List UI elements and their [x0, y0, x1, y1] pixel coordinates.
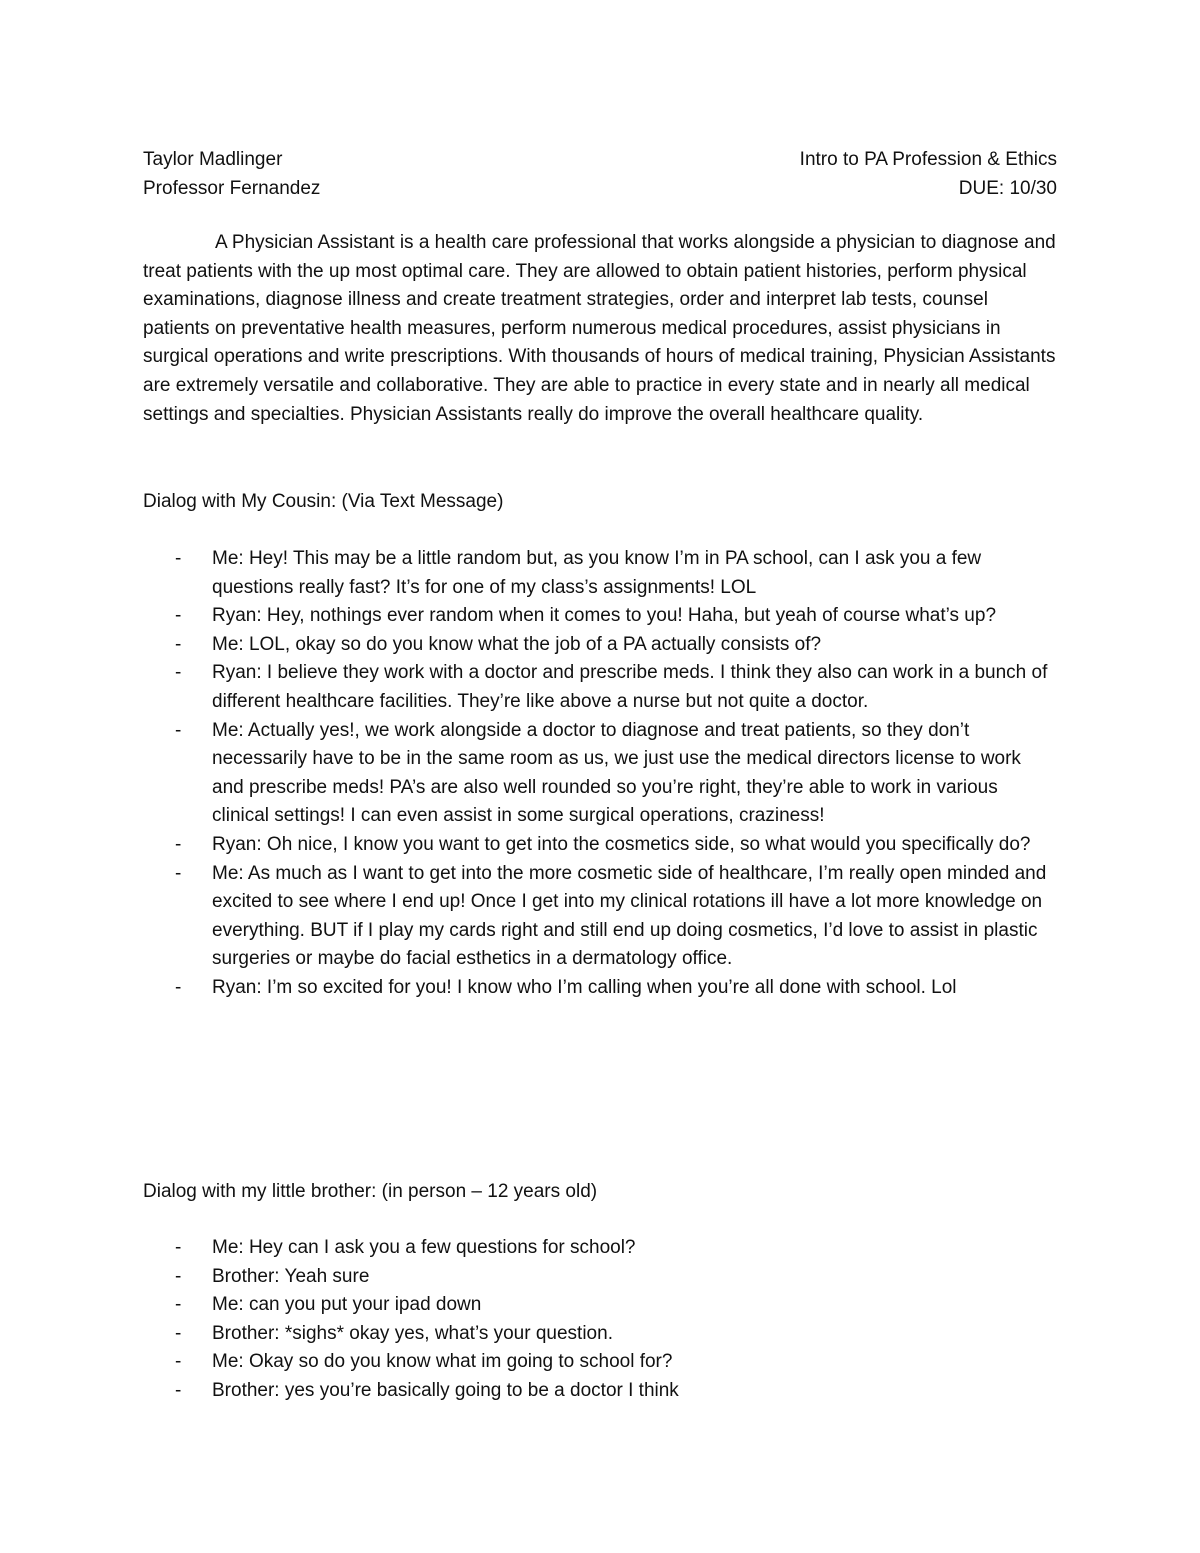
dialog-line-text: Me: As much as I want to get into the more cosmetic side of healthcare, I’m really open minded and excited to see where I end up! Once I get into my clinical rotations ill have a lot more knowledge on everything. BUT if I play my cards right and still end up doing cosmetics, I’d love to assist in plastic surgeries or maybe do facial esthetics in a dermatology office.: [212, 862, 1047, 970]
dialog-brother-list: [143, 1234, 1057, 1406]
dialog-line: [143, 717, 1057, 831]
dialog-line-text: Me: Actually yes!, we work alongside a doctor to diagnose and treat patients, so they don’t necessarily have to be in the same room as us, we just use the medical directors license to work and prescribe meds! PA’s are also well rounded so you’re right, they’re able to work in various clinical settings! I can even assist in some surgical operations, craziness!: [212, 719, 1021, 827]
dialog-line-text: Brother: *sighs* okay yes, what’s your question.: [212, 1322, 613, 1344]
dialog-line: [143, 602, 1057, 631]
bullet-dash: -: [175, 1294, 182, 1316]
bullet-dash: -: [175, 1237, 182, 1258]
dialog-line: [143, 1348, 1057, 1377]
header-row-2: [143, 174, 1057, 203]
header-row-1: [143, 145, 1057, 174]
dialog-line-text: Ryan: Hey, nothings ever random when it comes to you! Haha, but yeah of course what’s up?: [212, 605, 997, 627]
bullet-dash: -: [175, 719, 182, 741]
dialog-line: [143, 1263, 1057, 1292]
dialog-brother-heading: Dialog with my little brother: (in person – 12 years old): [143, 1181, 598, 1202]
dialog-line: [143, 1377, 1057, 1406]
professor-name: Professor Fernandez: [143, 178, 321, 199]
dialog-line: [143, 831, 1057, 860]
bullet-dash: -: [175, 605, 182, 627]
bullet-dash: -: [175, 833, 182, 855]
intro-paragraph: [143, 229, 1057, 429]
bullet-dash: -: [175, 1379, 182, 1401]
dialog-line: [143, 631, 1057, 660]
dialog-line-text: Me: Okay so do you know what im going to school for?: [212, 1351, 673, 1373]
dialog-line-text: Me: Hey! This may be a little random but, as you know I’m in PA school, can I ask you a few questions really fast? It’s for one of my class’s assignments! LOL: [212, 548, 982, 598]
bullet-dash: -: [175, 976, 182, 998]
dialog-line: [143, 1234, 1057, 1263]
bullet-dash: -: [175, 1322, 182, 1344]
due-date: DUE: 10/30: [958, 178, 1057, 199]
bullet-dash: -: [175, 662, 182, 684]
dialog-line-text: Brother: yes you’re basically going to be a doctor I think: [212, 1379, 679, 1401]
dialog-line: [143, 1291, 1057, 1320]
dialog-line: [143, 659, 1057, 716]
student-name: Taylor Madlinger: [143, 149, 283, 170]
dialog-line: [143, 1320, 1057, 1349]
course-name: Intro to PA Profession & Ethics: [799, 149, 1057, 170]
bullet-dash: -: [175, 633, 182, 655]
dialog-line: [143, 974, 1057, 1003]
dialog-line-text: Me: can you put your ipad down: [212, 1294, 482, 1316]
dialog-line-text: Brother: Yeah sure: [212, 1265, 370, 1287]
bullet-dash: -: [175, 862, 182, 884]
dialog-line: [143, 545, 1057, 602]
intro-paragraph-text: A Physician Assistant is a health care professional that works alongside a physician to diagnose and treat patients with the up most optimal care. They are allowed to obtain patient histories, perform physical examinations, diagnose illness and create treatment strategies, order and interpret lab tests, counsel patients on preventative health measures, perform numerous medical procedures, assist physicians in surgical operations and write prescriptions. With thousands of hours of medical training, Physician Assistants are extremely versatile and collaborative. They are able to practice in every state and in nearly all medical settings and specialties. Physician Assistants really do improve the overall healthcare quality.: [143, 232, 1056, 425]
dialog-line-text: Me: LOL, okay so do you know what the job of a PA actually consists of?: [212, 633, 822, 655]
dialog-line-text: Ryan: Oh nice, I know you want to get into the cosmetics side, so what would you specifically do?: [212, 833, 1031, 855]
dialog-line-text: Ryan: I believe they work with a doctor and prescribe meds. I think they also can work in a bunch of different healthcare facilities. They’re like above a nurse but not quite a doctor.: [212, 662, 1048, 712]
bullet-dash: -: [175, 548, 182, 569]
document-header: [143, 145, 1057, 203]
dialog-line-text: Me: Hey can I ask you a few questions for school?: [212, 1237, 636, 1258]
bullet-dash: -: [175, 1265, 182, 1287]
bullet-dash: -: [175, 1351, 182, 1373]
dialog-cousin-list: [143, 545, 1057, 1003]
dialog-line-text: Ryan: I’m so excited for you! I know who I’m calling when you’re all done with school. Lol: [212, 976, 957, 998]
dialog-cousin-heading: Dialog with My Cousin: (Via Text Message): [143, 491, 504, 512]
dialog-line: [143, 860, 1057, 974]
